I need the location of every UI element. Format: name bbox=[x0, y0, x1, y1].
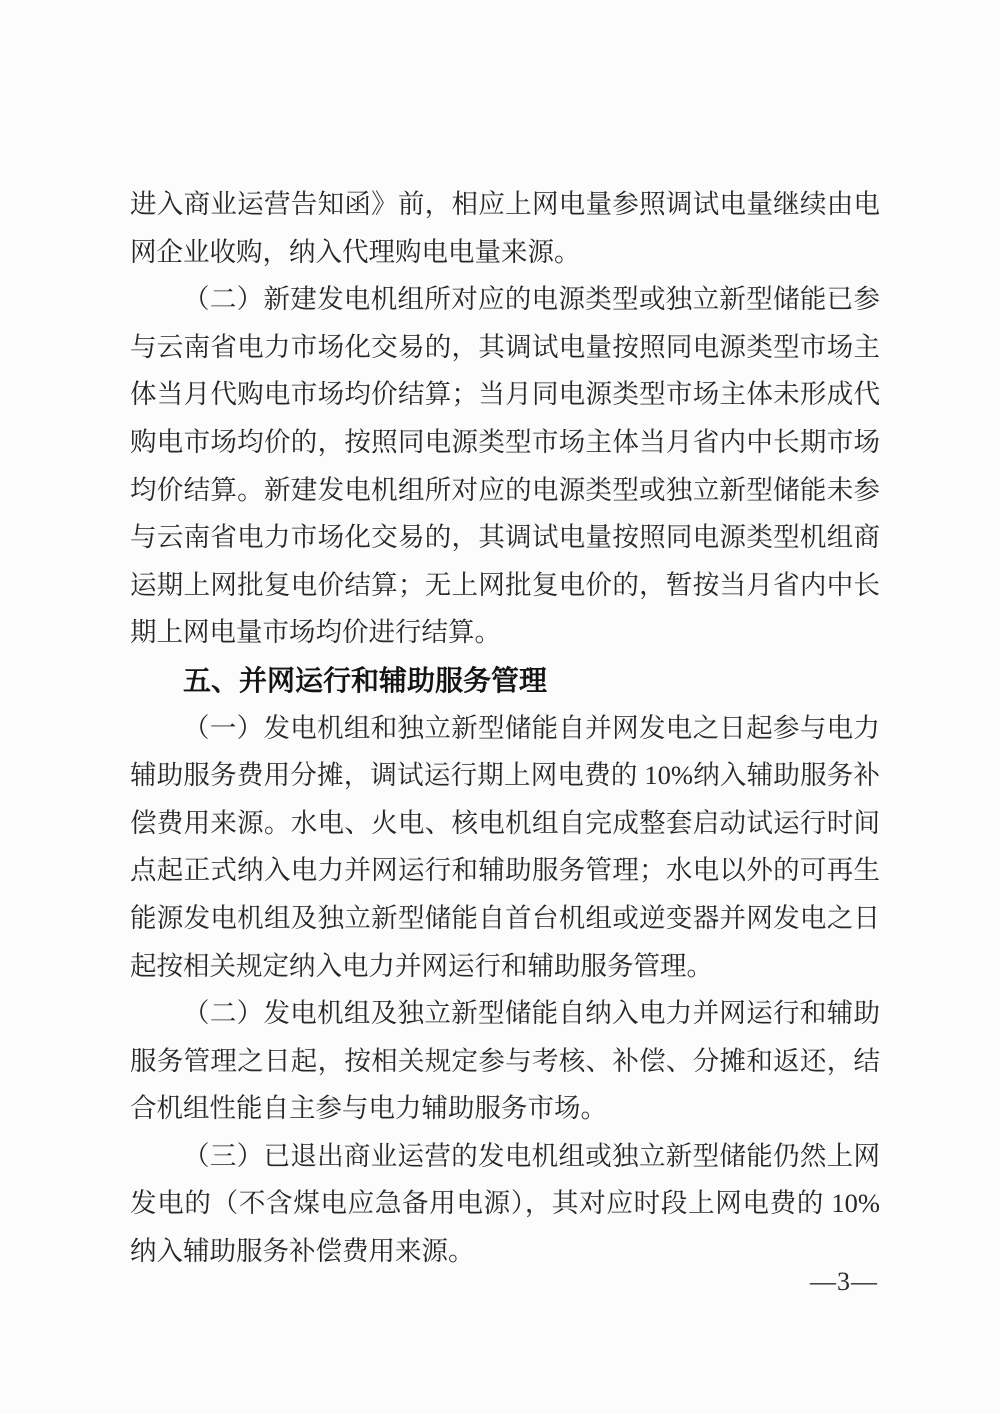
text-line: 运期上网批复电价结算；无上网批复电价的，暂按当月省内中长 bbox=[130, 569, 880, 600]
document-body bbox=[130, 181, 880, 1276]
text-line: （三）已退出商业运营的发电机组或独立新型储能仍然上网 bbox=[183, 1140, 880, 1171]
text-line: 发电的（不含煤电应急备用电源），其对应时段上网电费的 10% bbox=[130, 1188, 880, 1219]
text-line: 均价结算。新建发电机组所对应的电源类型或独立新型储能未参 bbox=[130, 474, 880, 505]
text-line: 偿费用来源。水电、火电、核电机组自完成整套启动试运行时间 bbox=[130, 807, 880, 838]
text-line: （二）发电机组及独立新型储能自纳入电力并网运行和辅助 bbox=[183, 998, 880, 1029]
text-line: 能源发电机组及独立新型储能自首台机组或逆变器并网发电之日 bbox=[130, 902, 880, 933]
text-line: 网企业收购，纳入代理购电电量来源。 bbox=[130, 236, 581, 267]
text-line: 与云南省电力市场化交易的，其调试电量按照同电源类型市场主 bbox=[130, 331, 880, 362]
text-line: 点起正式纳入电力并网运行和辅助服务管理；水电以外的可再生 bbox=[130, 855, 880, 886]
text-line: 起按相关规定纳入电力并网运行和辅助服务管理。 bbox=[130, 950, 713, 981]
page-number: —3— bbox=[810, 1267, 878, 1296]
text-line: 体当月代购电市场均价结算；当月同电源类型市场主体未形成代 bbox=[130, 379, 880, 410]
text-line: 购电市场均价的，按照同电源类型市场主体当月省内中长期市场 bbox=[130, 426, 880, 457]
text-line: 与云南省电力市场化交易的，其调试电量按照同电源类型机组商 bbox=[130, 522, 880, 553]
text-line: 纳入辅助服务补偿费用来源。 bbox=[130, 1236, 475, 1267]
text-line: 进入商业运营告知函》前，相应上网电量参照调试电量继续由电 bbox=[130, 189, 880, 219]
section-heading: 五、并网运行和辅助服务管理 bbox=[183, 664, 548, 696]
text-line: （一）发电机组和独立新型储能自并网发电之日起参与电力 bbox=[183, 712, 880, 743]
text-line: 合机组性能自主参与电力辅助服务市场。 bbox=[130, 1093, 607, 1124]
text-line: 辅助服务费用分摊，调试运行期上网电费的 10%纳入辅助服务补 bbox=[130, 760, 880, 791]
text-line: 期上网电量市场均价进行结算。 bbox=[130, 617, 501, 648]
text-line: （二）新建发电机组所对应的电源类型或独立新型储能已参 bbox=[183, 284, 880, 315]
text-line: 服务管理之日起，按相关规定参与考核、补偿、分摊和返还，结 bbox=[130, 1045, 880, 1076]
